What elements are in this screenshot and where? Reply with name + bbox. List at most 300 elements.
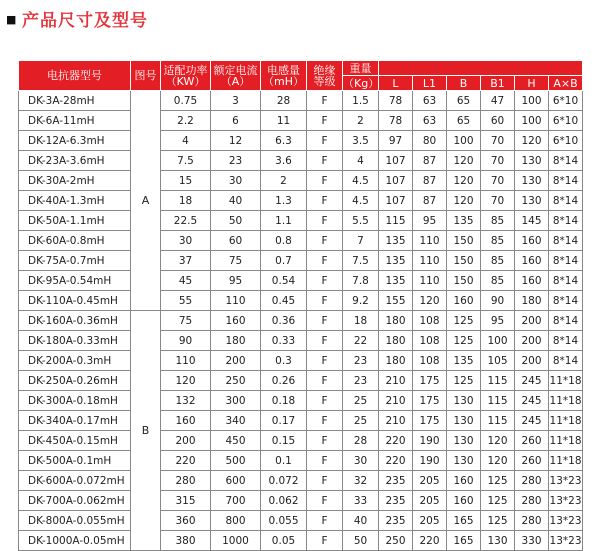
model-cell: DK-6A-11mH: [19, 111, 131, 131]
value-cell: F: [307, 531, 343, 551]
model-cell: DK-95A-0.54mH: [19, 271, 131, 291]
value-cell: 160: [515, 251, 549, 271]
value-cell: 7: [343, 231, 379, 251]
value-cell: 340: [211, 411, 261, 431]
value-cell: 6*10: [549, 131, 583, 151]
value-cell: 25: [343, 391, 379, 411]
value-cell: 107: [379, 171, 413, 191]
value-cell: 175: [413, 411, 447, 431]
value-cell: 210: [379, 371, 413, 391]
value-cell: F: [307, 251, 343, 271]
header-weight: 重量: [343, 61, 379, 76]
value-cell: 6*10: [549, 91, 583, 111]
header-dims-spacer: [379, 61, 583, 76]
header-current-unit: （A）: [220, 74, 251, 88]
value-cell: 8*14: [549, 351, 583, 371]
value-cell: 135: [379, 251, 413, 271]
value-cell: 32: [343, 471, 379, 491]
value-cell: 0.17: [261, 411, 307, 431]
value-cell: 12: [211, 131, 261, 151]
header-dim-l: L: [379, 76, 413, 91]
value-cell: 80: [413, 131, 447, 151]
value-cell: 125: [481, 471, 515, 491]
value-cell: 130: [447, 451, 481, 471]
value-cell: 97: [379, 131, 413, 151]
value-cell: 18: [343, 311, 379, 331]
value-cell: 2: [343, 111, 379, 131]
value-cell: 4: [343, 151, 379, 171]
value-cell: 78: [379, 91, 413, 111]
value-cell: 8*14: [549, 191, 583, 211]
value-cell: 8*14: [549, 211, 583, 231]
value-cell: 145: [515, 211, 549, 231]
table-row: [19, 151, 583, 171]
value-cell: 6*10: [549, 111, 583, 131]
table-row: [19, 531, 583, 551]
model-cell: DK-160A-0.36mH: [19, 311, 131, 331]
square-bullet-icon: ■: [6, 13, 17, 26]
value-cell: 0.33: [261, 331, 307, 351]
value-cell: 280: [515, 471, 549, 491]
value-cell: 110: [161, 351, 211, 371]
value-cell: 110: [413, 251, 447, 271]
value-cell: 220: [379, 431, 413, 451]
value-cell: 0.75: [161, 91, 211, 111]
value-cell: 0.54: [261, 271, 307, 291]
value-cell: 85: [481, 231, 515, 251]
value-cell: 315: [161, 491, 211, 511]
value-cell: 0.36: [261, 311, 307, 331]
value-cell: 85: [481, 271, 515, 291]
model-cell: DK-3A-28mH: [19, 91, 131, 111]
value-cell: F: [307, 351, 343, 371]
value-cell: 135: [379, 271, 413, 291]
value-cell: F: [307, 311, 343, 331]
value-cell: 50: [211, 211, 261, 231]
header-dim-l1: L1: [413, 76, 447, 91]
table-row: [19, 371, 583, 391]
value-cell: 4.5: [343, 191, 379, 211]
value-cell: 3.6: [261, 151, 307, 171]
table-row: [19, 171, 583, 191]
value-cell: 125: [447, 371, 481, 391]
header-inductance: [261, 61, 307, 91]
model-cell: DK-180A-0.33mH: [19, 331, 131, 351]
header-insulation: [307, 61, 343, 91]
value-cell: 37: [161, 251, 211, 271]
value-cell: 108: [413, 331, 447, 351]
value-cell: 0.26: [261, 371, 307, 391]
table-row: [19, 451, 583, 471]
value-cell: F: [307, 411, 343, 431]
value-cell: 200: [515, 311, 549, 331]
value-cell: 0.072: [261, 471, 307, 491]
value-cell: F: [307, 231, 343, 251]
value-cell: 300: [211, 391, 261, 411]
model-cell: DK-12A-6.3mH: [19, 131, 131, 151]
value-cell: F: [307, 431, 343, 451]
value-cell: 30: [343, 451, 379, 471]
value-cell: 0.062: [261, 491, 307, 511]
value-cell: 60: [211, 231, 261, 251]
value-cell: 7.5: [161, 151, 211, 171]
value-cell: F: [307, 191, 343, 211]
value-cell: 11*18: [549, 451, 583, 471]
value-cell: 360: [161, 511, 211, 531]
value-cell: 700: [211, 491, 261, 511]
value-cell: 200: [515, 331, 549, 351]
value-cell: 0.3: [261, 351, 307, 371]
value-cell: 9.2: [343, 291, 379, 311]
value-cell: 50: [343, 531, 379, 551]
value-cell: 160: [515, 271, 549, 291]
model-cell: DK-800A-0.055mH: [19, 511, 131, 531]
value-cell: 150: [447, 231, 481, 251]
model-cell: DK-30A-2mH: [19, 171, 131, 191]
value-cell: F: [307, 151, 343, 171]
value-cell: 78: [379, 111, 413, 131]
value-cell: 90: [161, 331, 211, 351]
table-body: [19, 91, 583, 551]
value-cell: 220: [379, 451, 413, 471]
table-row: [19, 91, 583, 111]
value-cell: 23: [343, 371, 379, 391]
table-row: [19, 131, 583, 151]
value-cell: 87: [413, 191, 447, 211]
value-cell: 85: [481, 211, 515, 231]
value-cell: 6.3: [261, 131, 307, 151]
value-cell: 65: [447, 111, 481, 131]
value-cell: 190: [413, 431, 447, 451]
value-cell: 95: [481, 311, 515, 331]
value-cell: 235: [379, 471, 413, 491]
header-dim-axb: A×B: [549, 76, 583, 91]
value-cell: 600: [211, 471, 261, 491]
table-row: [19, 411, 583, 431]
model-cell: DK-500A-0.1mH: [19, 451, 131, 471]
model-cell: DK-250A-0.26mH: [19, 371, 131, 391]
value-cell: 45: [161, 271, 211, 291]
value-cell: 160: [515, 231, 549, 251]
table-row: [19, 431, 583, 451]
table-row: [19, 191, 583, 211]
value-cell: 22: [343, 331, 379, 351]
value-cell: 0.15: [261, 431, 307, 451]
value-cell: 450: [211, 431, 261, 451]
value-cell: 500: [211, 451, 261, 471]
value-cell: 250: [379, 531, 413, 551]
value-cell: 250: [211, 371, 261, 391]
value-cell: 165: [447, 531, 481, 551]
header-insulation-label: 绝缘: [313, 63, 336, 77]
value-cell: 220: [413, 531, 447, 551]
model-cell: DK-23A-3.6mH: [19, 151, 131, 171]
value-cell: 28: [343, 431, 379, 451]
value-cell: F: [307, 371, 343, 391]
value-cell: 125: [481, 491, 515, 511]
header-insulation-label-2: 等级: [313, 74, 336, 88]
value-cell: 115: [481, 371, 515, 391]
value-cell: 70: [481, 131, 515, 151]
figure-cell: A: [131, 91, 161, 311]
value-cell: F: [307, 391, 343, 411]
model-cell: DK-110A-0.45mH: [19, 291, 131, 311]
value-cell: 280: [161, 471, 211, 491]
value-cell: 175: [413, 391, 447, 411]
value-cell: 235: [379, 491, 413, 511]
figure-cell: B: [131, 311, 161, 551]
value-cell: 120: [447, 171, 481, 191]
value-cell: 40: [211, 191, 261, 211]
value-cell: 0.7: [261, 251, 307, 271]
table-row: [19, 311, 583, 331]
value-cell: 0.45: [261, 291, 307, 311]
value-cell: F: [307, 91, 343, 111]
table-row: [19, 251, 583, 271]
value-cell: 8*14: [549, 171, 583, 191]
value-cell: 23: [343, 351, 379, 371]
value-cell: 75: [161, 311, 211, 331]
value-cell: 0.055: [261, 511, 307, 531]
value-cell: 280: [515, 511, 549, 531]
value-cell: 75: [211, 251, 261, 271]
value-cell: 205: [413, 491, 447, 511]
header-inductance-unit: （mH）: [263, 74, 304, 88]
value-cell: 15: [161, 171, 211, 191]
value-cell: 7.8: [343, 271, 379, 291]
value-cell: 160: [447, 471, 481, 491]
value-cell: 30: [211, 171, 261, 191]
value-cell: 130: [447, 431, 481, 451]
value-cell: 380: [161, 531, 211, 551]
value-cell: 63: [413, 111, 447, 131]
value-cell: 280: [515, 491, 549, 511]
value-cell: 105: [481, 351, 515, 371]
model-cell: DK-450A-0.15mH: [19, 431, 131, 451]
value-cell: F: [307, 211, 343, 231]
section-header: [0, 0, 600, 38]
value-cell: 245: [515, 371, 549, 391]
value-cell: 120: [447, 151, 481, 171]
model-cell: DK-60A-0.8mH: [19, 231, 131, 251]
value-cell: 135: [447, 211, 481, 231]
value-cell: 47: [481, 91, 515, 111]
value-cell: 210: [379, 411, 413, 431]
value-cell: 100: [481, 331, 515, 351]
value-cell: F: [307, 511, 343, 531]
table-row: [19, 211, 583, 231]
value-cell: 120: [161, 371, 211, 391]
table-row: [19, 491, 583, 511]
value-cell: 8*14: [549, 291, 583, 311]
value-cell: 125: [447, 311, 481, 331]
table-row: [19, 271, 583, 291]
model-cell: DK-40A-1.3mH: [19, 191, 131, 211]
value-cell: 120: [481, 451, 515, 471]
value-cell: 120: [447, 191, 481, 211]
model-cell: DK-340A-0.17mH: [19, 411, 131, 431]
value-cell: 8*14: [549, 271, 583, 291]
value-cell: 260: [515, 451, 549, 471]
value-cell: F: [307, 291, 343, 311]
header-figure: 图号: [131, 61, 161, 91]
header-dim-h: H: [515, 76, 549, 91]
value-cell: 13*23: [549, 471, 583, 491]
model-cell: DK-200A-0.3mH: [19, 351, 131, 371]
value-cell: 13*23: [549, 491, 583, 511]
value-cell: 130: [515, 171, 549, 191]
value-cell: F: [307, 491, 343, 511]
table-row: [19, 391, 583, 411]
value-cell: 190: [413, 451, 447, 471]
value-cell: 8*14: [549, 331, 583, 351]
value-cell: 4: [161, 131, 211, 151]
value-cell: 330: [515, 531, 549, 551]
header-model: 电抗器型号: [19, 61, 131, 91]
value-cell: 132: [161, 391, 211, 411]
value-cell: 11: [261, 111, 307, 131]
value-cell: F: [307, 271, 343, 291]
value-cell: 87: [413, 151, 447, 171]
value-cell: 18: [161, 191, 211, 211]
value-cell: 800: [211, 511, 261, 531]
value-cell: F: [307, 451, 343, 471]
model-cell: DK-700A-0.062mH: [19, 491, 131, 511]
value-cell: 0.1: [261, 451, 307, 471]
value-cell: F: [307, 471, 343, 491]
value-cell: 125: [481, 511, 515, 531]
value-cell: 130: [515, 151, 549, 171]
value-cell: 1000: [211, 531, 261, 551]
header-current: [211, 61, 261, 91]
value-cell: F: [307, 111, 343, 131]
value-cell: 160: [447, 291, 481, 311]
value-cell: 70: [481, 191, 515, 211]
value-cell: F: [307, 131, 343, 151]
value-cell: 200: [515, 351, 549, 371]
value-cell: 107: [379, 191, 413, 211]
value-cell: 63: [413, 91, 447, 111]
value-cell: 100: [447, 131, 481, 151]
value-cell: 180: [379, 311, 413, 331]
value-cell: 11*18: [549, 371, 583, 391]
value-cell: 205: [413, 471, 447, 491]
value-cell: 155: [379, 291, 413, 311]
table-row: [19, 511, 583, 531]
value-cell: 165: [447, 511, 481, 531]
value-cell: 8*14: [549, 231, 583, 251]
value-cell: 3.5: [343, 131, 379, 151]
value-cell: 4.5: [343, 171, 379, 191]
value-cell: 108: [413, 351, 447, 371]
value-cell: 130: [447, 411, 481, 431]
value-cell: 70: [481, 171, 515, 191]
value-cell: 33: [343, 491, 379, 511]
value-cell: 180: [515, 291, 549, 311]
value-cell: 2.2: [161, 111, 211, 131]
value-cell: 115: [379, 211, 413, 231]
value-cell: 235: [379, 511, 413, 531]
model-cell: DK-50A-1.1mH: [19, 211, 131, 231]
value-cell: 160: [211, 311, 261, 331]
value-cell: 180: [379, 351, 413, 371]
value-cell: 1.5: [343, 91, 379, 111]
value-cell: 1.3: [261, 191, 307, 211]
value-cell: 135: [379, 231, 413, 251]
value-cell: 13*23: [549, 531, 583, 551]
table-row: [19, 231, 583, 251]
value-cell: 85: [481, 251, 515, 271]
value-cell: 180: [211, 331, 261, 351]
header-power-unit: （KW）: [165, 74, 206, 88]
value-cell: 95: [211, 271, 261, 291]
value-cell: 200: [211, 351, 261, 371]
value-cell: 210: [379, 391, 413, 411]
table-row: [19, 471, 583, 491]
value-cell: 40: [343, 511, 379, 531]
value-cell: 95: [413, 211, 447, 231]
value-cell: 110: [211, 291, 261, 311]
model-cell: DK-75A-0.7mH: [19, 251, 131, 271]
value-cell: F: [307, 331, 343, 351]
table-row: [19, 351, 583, 371]
value-cell: 245: [515, 391, 549, 411]
spec-table: [18, 60, 583, 551]
value-cell: 260: [515, 431, 549, 451]
header-current-label: 额定电流: [213, 63, 258, 77]
value-cell: 175: [413, 371, 447, 391]
value-cell: 135: [447, 351, 481, 371]
value-cell: 100: [515, 91, 549, 111]
header-dim-b: B: [447, 76, 481, 91]
value-cell: 65: [447, 91, 481, 111]
value-cell: 5.5: [343, 211, 379, 231]
value-cell: 3: [211, 91, 261, 111]
value-cell: 90: [481, 291, 515, 311]
value-cell: 11*18: [549, 431, 583, 451]
value-cell: 60: [481, 111, 515, 131]
value-cell: 0.18: [261, 391, 307, 411]
header-weight-unit: （Kg）: [343, 76, 380, 90]
value-cell: 120: [515, 131, 549, 151]
table-row: [19, 111, 583, 131]
table-header: [19, 61, 583, 91]
value-cell: 22.5: [161, 211, 211, 231]
value-cell: 130: [447, 391, 481, 411]
table-row: [19, 331, 583, 351]
value-cell: 2: [261, 171, 307, 191]
value-cell: 245: [515, 411, 549, 431]
value-cell: 115: [481, 411, 515, 431]
value-cell: F: [307, 171, 343, 191]
value-cell: 11*18: [549, 391, 583, 411]
value-cell: 7.5: [343, 251, 379, 271]
value-cell: 108: [413, 311, 447, 331]
value-cell: 28: [261, 91, 307, 111]
value-cell: 30: [161, 231, 211, 251]
model-cell: DK-1000A-0.05mH: [19, 531, 131, 551]
header-power-label: 适配功率: [163, 63, 208, 77]
value-cell: 8*14: [549, 251, 583, 271]
table-row: [19, 291, 583, 311]
model-cell: DK-300A-0.18mH: [19, 391, 131, 411]
value-cell: 13*23: [549, 511, 583, 531]
value-cell: 0.8: [261, 231, 307, 251]
value-cell: 130: [515, 191, 549, 211]
value-cell: 130: [481, 531, 515, 551]
value-cell: 1.1: [261, 211, 307, 231]
section-title: 产品尺寸及型号: [22, 11, 148, 31]
